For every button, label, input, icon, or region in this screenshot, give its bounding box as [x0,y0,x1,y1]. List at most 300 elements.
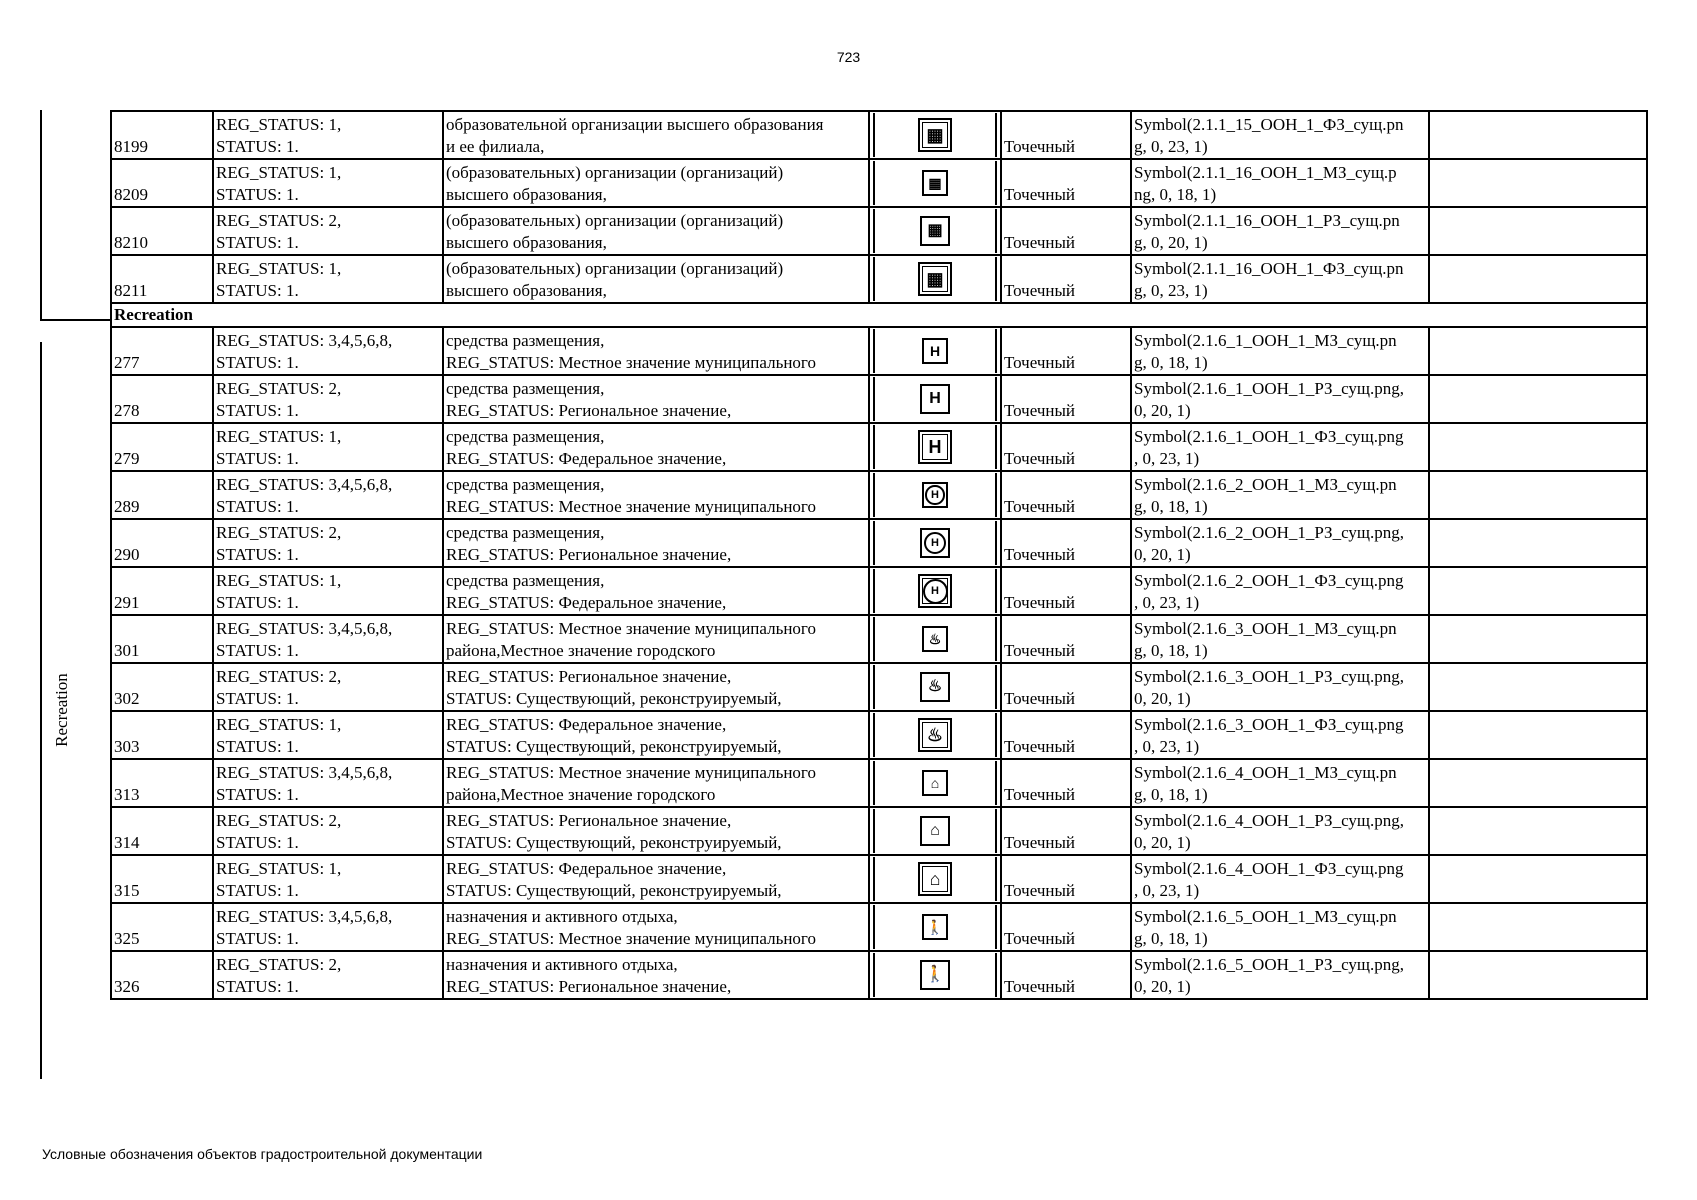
cell-code [1131,663,1429,711]
cell-sym [869,375,1001,423]
cell-text: 315 [114,881,140,900]
cell-text: , 0, 23, 1) [1134,737,1200,756]
cell-text: Точечный [1004,185,1076,204]
cell-type [1001,375,1131,423]
cell-text: REG_STATUS: Федеральное значение, [446,715,727,734]
cell-text: Точечный [1004,233,1076,252]
cell-text: 303 [114,737,140,756]
cell-text: STATUS: 1. [216,545,299,564]
campfire-icon: ♨ [920,672,950,702]
cell-text: g, 0, 20, 1) [1134,233,1208,252]
cell-type [1001,855,1131,903]
cell-desc [443,951,869,999]
symbol-frame [873,161,997,205]
cell-text: Symbol(2.1.1_16_ООН_1_РЗ_сущ.pn [1134,211,1400,230]
cell-desc [443,159,869,207]
cell-sym [869,111,1001,159]
table-body-top [111,111,1647,303]
hotel-h-icon: H [920,384,950,414]
symbol-frame [873,257,997,301]
cell-text: REG_STATUS: 2, [216,379,342,398]
cell-text: Symbol(2.1.6_4_ООН_1_ФЗ_сущ.png [1134,859,1404,878]
cell-sym [869,855,1001,903]
cell-desc [443,615,869,663]
group-bottom-border [40,319,112,321]
house-icon: ⌂ [920,816,950,846]
cell-empty [1429,159,1647,207]
table-row [111,111,1647,159]
cell-text: 0, 20, 1) [1134,401,1191,420]
cell-type [1001,111,1131,159]
cell-sym [869,159,1001,207]
cell-status [213,903,443,951]
cell-status [213,471,443,519]
cell-text: Symbol(2.1.6_1_ООН_1_МЗ_сущ.pn [1134,331,1397,350]
cell-desc [443,111,869,159]
table-row [111,903,1647,951]
cell-text: Symbol(2.1.6_4_ООН_1_МЗ_сущ.pn [1134,763,1397,782]
cell-text: STATUS: 1. [216,353,299,372]
cell-status [213,711,443,759]
cell-text: REG_STATUS: 1, [216,571,342,590]
cell-text: Symbol(2.1.6_3_ООН_1_ФЗ_сущ.png [1134,715,1404,734]
cell-status [213,159,443,207]
cell-text: 0, 20, 1) [1134,977,1191,996]
cell-text: g, 0, 18, 1) [1134,497,1208,516]
cell-text: Точечный [1004,593,1076,612]
cell-text: Точечный [1004,737,1076,756]
cell-text: Symbol(2.1.6_5_ООН_1_РЗ_сущ.png, [1134,955,1404,974]
cell-id [111,423,213,471]
cell-text: STATUS: 1. [216,785,299,804]
cell-sym [869,567,1001,615]
cell-empty [1429,375,1647,423]
cell-text: Symbol(2.1.6_3_ООН_1_МЗ_сущ.pn [1134,619,1397,638]
cell-text: STATUS: Существующий, реконструируемый, [446,881,782,900]
cell-status [213,615,443,663]
cell-text: Точечный [1004,281,1076,300]
cell-code [1131,111,1429,159]
cell-desc [443,711,869,759]
cell-type [1001,711,1131,759]
symbol-frame [873,209,997,253]
legend-table [110,110,1648,1000]
cell-text: REG_STATUS: Местное значение муниципального [446,619,816,638]
cell-status [213,663,443,711]
cell-text: Symbol(2.1.6_2_ООН_1_МЗ_сущ.pn [1134,475,1397,494]
cell-text: STATUS: 1. [216,977,299,996]
cell-text: STATUS: 1. [216,929,299,948]
cell-text: REG_STATUS: 2, [216,811,342,830]
cell-text: Точечный [1004,929,1076,948]
cell-text: Symbol(2.1.6_5_ООН_1_МЗ_сущ.pn [1134,907,1397,926]
cell-text: средства размещения, [446,571,605,590]
symbol-frame [873,953,997,997]
cell-text: средства размещения, [446,427,605,446]
cell-text: STATUS: Существующий, реконструируемый, [446,737,782,756]
cell-sym [869,423,1001,471]
section-title: Recreation [111,303,1647,327]
table-row [111,375,1647,423]
cell-id [111,711,213,759]
table-row [111,711,1647,759]
cell-empty [1429,759,1647,807]
cell-text: REG_STATUS: 1, [216,163,342,182]
page-number: 723 [836,49,861,65]
cell-desc [443,375,869,423]
cell-text: 8210 [114,233,148,252]
cell-type [1001,255,1131,303]
cell-text: STATUS: 1. [216,281,299,300]
cell-desc [443,855,869,903]
cell-text: района,Местное значение городского [446,785,716,804]
cell-text: Symbol(2.1.6_3_ООН_1_РЗ_сущ.png, [1134,667,1404,686]
cell-text: Точечный [1004,785,1076,804]
cell-empty [1429,903,1647,951]
cell-text: 313 [114,785,140,804]
cell-sym [869,327,1001,375]
cell-status [213,855,443,903]
bed-icon: ▦ [918,118,952,152]
cell-text: Точечный [1004,977,1076,996]
cell-empty [1429,519,1647,567]
cell-status [213,111,443,159]
cell-desc [443,207,869,255]
cell-id [111,759,213,807]
table-row [111,567,1647,615]
cell-type [1001,423,1131,471]
cell-text: 290 [114,545,140,564]
cell-desc [443,423,869,471]
cell-desc [443,903,869,951]
group-left-border-top [40,110,42,321]
cell-text: 279 [114,449,140,468]
cell-id [111,951,213,999]
cell-sym [869,903,1001,951]
cell-text: образовательной организации высшего образования [446,115,824,134]
cell-status [213,519,443,567]
cell-text: Symbol(2.1.1_15_ООН_1_ФЗ_сущ.pn [1134,115,1404,134]
cell-empty [1429,207,1647,255]
cell-sym [869,807,1001,855]
cell-code [1131,471,1429,519]
table-row [111,471,1647,519]
cell-code [1131,711,1429,759]
cell-sym [869,471,1001,519]
cell-id [111,111,213,159]
cell-id [111,327,213,375]
cell-id [111,567,213,615]
cell-type [1001,807,1131,855]
cell-text: REG_STATUS: Региональное значение, [446,811,732,830]
cell-text: REG_STATUS: Федеральное значение, [446,859,727,878]
cell-type [1001,519,1131,567]
cell-text: REG_STATUS: Местное значение муниципального [446,497,816,516]
symbol-frame [873,425,997,469]
cell-sym [869,255,1001,303]
cell-text: 314 [114,833,140,852]
cell-text: g, 0, 18, 1) [1134,641,1208,660]
cell-desc [443,255,869,303]
cell-code [1131,951,1429,999]
cell-text: STATUS: Существующий, реконструируемый, [446,833,782,852]
cell-id [111,519,213,567]
cell-text: ng, 0, 18, 1) [1134,185,1217,204]
cell-text: назначения и активного отдыха, [446,907,678,926]
hotel-circle-icon: H [918,574,952,608]
cell-text: района,Местное значение городского [446,641,716,660]
cell-text: REG_STATUS: 3,4,5,6,8, [216,763,393,782]
campfire-icon: ♨ [922,626,948,652]
cell-empty [1429,807,1647,855]
cell-text: 8199 [114,137,148,156]
cell-status [213,567,443,615]
cell-text: STATUS: 1. [216,833,299,852]
cell-text: 325 [114,929,140,948]
cell-text: REG_STATUS: Региональное значение, [446,401,732,420]
cell-empty [1429,855,1647,903]
cell-type [1001,951,1131,999]
cell-status [213,807,443,855]
cell-text: 8211 [114,281,148,300]
cell-text: STATUS: 1. [216,137,299,156]
cell-text: 0, 20, 1) [1134,689,1191,708]
cell-type [1001,327,1131,375]
symbol-frame [873,713,997,757]
cell-text: REG_STATUS: Местное значение муниципального [446,763,816,782]
cell-text: REG_STATUS: 3,4,5,6,8, [216,475,393,494]
cell-empty [1429,951,1647,999]
cell-status [213,375,443,423]
cell-text: , 0, 23, 1) [1134,449,1200,468]
section-row [111,303,1647,327]
cell-text: REG_STATUS: Федеральное значение, [446,593,727,612]
house-icon: ⌂ [922,770,948,796]
symbol-frame [873,521,997,565]
cell-text: Symbol(2.1.1_16_ООН_1_МЗ_сущ.p [1134,163,1397,182]
symbol-frame [873,473,997,517]
cell-text: 302 [114,689,140,708]
hiker-icon: 🚶 [922,914,948,940]
cell-text: Точечный [1004,137,1076,156]
cell-status [213,423,443,471]
cell-text: REG_STATUS: 2, [216,523,342,542]
cell-status [213,207,443,255]
symbol-frame [873,809,997,853]
cell-text: REG_STATUS: Региональное значение, [446,545,732,564]
cell-text: REG_STATUS: 3,4,5,6,8, [216,907,393,926]
cell-code [1131,903,1429,951]
symbol-frame [873,377,997,421]
cell-empty [1429,567,1647,615]
table-row [111,255,1647,303]
university-icon: ▦ [920,216,950,246]
cell-empty [1429,471,1647,519]
cell-id [111,615,213,663]
cell-text: средства размещения, [446,331,605,350]
cell-id [111,159,213,207]
cell-text: Точечный [1004,497,1076,516]
cell-text: (образовательных) организации (организаций) [446,259,784,278]
cell-empty [1429,615,1647,663]
cell-text: g, 0, 18, 1) [1134,353,1208,372]
table-row [111,759,1647,807]
cell-desc [443,759,869,807]
hotel-h-icon: H [918,430,952,464]
cell-desc [443,327,869,375]
cell-desc [443,807,869,855]
cell-type [1001,207,1131,255]
cell-text: , 0, 23, 1) [1134,881,1200,900]
group-left-border-recreation [40,342,42,1079]
cell-text: REG_STATUS: 3,4,5,6,8, [216,331,393,350]
cell-sym [869,615,1001,663]
cell-status [213,759,443,807]
cell-id [111,375,213,423]
cell-text: Symbol(2.1.6_2_ООН_1_ФЗ_сущ.png [1134,571,1404,590]
table-body-section [111,303,1647,327]
cell-code [1131,255,1429,303]
cell-empty [1429,327,1647,375]
cell-text: STATUS: 1. [216,233,299,252]
cell-sym [869,759,1001,807]
cell-id [111,471,213,519]
cell-text: REG_STATUS: 1, [216,859,342,878]
cell-empty [1429,423,1647,471]
cell-status [213,327,443,375]
symbol-frame [873,113,997,157]
cell-text: STATUS: 1. [216,737,299,756]
cell-id [111,807,213,855]
cell-text: 291 [114,593,140,612]
cell-text: , 0, 23, 1) [1134,593,1200,612]
cell-text: Symbol(2.1.1_16_ООН_1_ФЗ_сущ.pn [1134,259,1404,278]
cell-text: 278 [114,401,140,420]
cell-sym [869,951,1001,999]
cell-text: 0, 20, 1) [1134,833,1191,852]
cell-text: REG_STATUS: Местное значение муниципального [446,929,816,948]
cell-sym [869,519,1001,567]
cell-text: STATUS: 1. [216,641,299,660]
cell-text: Точечный [1004,449,1076,468]
cell-text: REG_STATUS: Федеральное значение, [446,449,727,468]
cell-text: 8209 [114,185,148,204]
cell-text: средства размещения, [446,475,605,494]
cell-empty [1429,663,1647,711]
cell-desc [443,471,869,519]
cell-status [213,951,443,999]
symbol-frame [873,329,997,373]
cell-type [1001,567,1131,615]
cell-sym [869,207,1001,255]
table-row [111,327,1647,375]
cell-text: STATUS: 1. [216,497,299,516]
cell-text: STATUS: 1. [216,185,299,204]
cell-type [1001,903,1131,951]
cell-code [1131,423,1429,471]
cell-text: 277 [114,353,140,372]
cell-text: высшего образования, [446,185,607,204]
cell-code [1131,159,1429,207]
house-icon: ⌂ [918,862,952,896]
cell-text: STATUS: 1. [216,449,299,468]
cell-id [111,255,213,303]
cell-text: STATUS: Существующий, реконструируемый, [446,689,782,708]
cell-text: g, 0, 23, 1) [1134,281,1208,300]
cell-desc [443,519,869,567]
cell-code [1131,615,1429,663]
cell-text: назначения и активного отдыха, [446,955,678,974]
cell-type [1001,615,1131,663]
cell-text: Точечный [1004,641,1076,660]
cell-text: Точечный [1004,401,1076,420]
cell-empty [1429,711,1647,759]
cell-text: REG_STATUS: 1, [216,259,342,278]
cell-text: и ее филиала, [446,137,545,156]
cell-id [111,855,213,903]
cell-text: STATUS: 1. [216,689,299,708]
cell-code [1131,519,1429,567]
cell-text: g, 0, 18, 1) [1134,929,1208,948]
side-group-label: Recreation [52,673,71,747]
cell-code [1131,567,1429,615]
cell-text: REG_STATUS: 1, [216,115,342,134]
cell-sym [869,711,1001,759]
cell-type [1001,471,1131,519]
cell-status [213,255,443,303]
cell-type [1001,759,1131,807]
cell-text: STATUS: 1. [216,593,299,612]
cell-text: Symbol(2.1.6_1_ООН_1_ФЗ_сущ.png [1134,427,1404,446]
cell-type [1001,159,1131,207]
table-row [111,663,1647,711]
cell-text: Точечный [1004,881,1076,900]
cell-text: средства размещения, [446,523,605,542]
cell-code [1131,759,1429,807]
university-icon: ▦ [918,262,952,296]
cell-code [1131,375,1429,423]
cell-text: STATUS: 1. [216,881,299,900]
symbol-frame [873,857,997,901]
cell-text: g, 0, 23, 1) [1134,137,1208,156]
cell-text: средства размещения, [446,379,605,398]
cell-text: Точечный [1004,545,1076,564]
cell-text: высшего образования, [446,233,607,252]
cell-empty [1429,111,1647,159]
table-row [111,855,1647,903]
cell-text: 289 [114,497,140,516]
cell-text: REG_STATUS: 3,4,5,6,8, [216,619,393,638]
table-row [111,615,1647,663]
university-icon: ▦ [922,170,948,196]
cell-text: REG_STATUS: Региональное значение, [446,667,732,686]
symbol-frame [873,617,997,661]
hotel-h-icon: H [922,338,948,364]
table-row [111,807,1647,855]
symbol-frame [873,905,997,949]
cell-text: REG_STATUS: 1, [216,715,342,734]
cell-text: Точечный [1004,353,1076,372]
cell-text: 301 [114,641,140,660]
cell-desc [443,567,869,615]
cell-text: g, 0, 18, 1) [1134,785,1208,804]
cell-text: REG_STATUS: 2, [216,211,342,230]
cell-text: REG_STATUS: Местное значение муниципального [446,353,816,372]
table-row [111,519,1647,567]
hotel-circle-icon: H [922,482,948,508]
cell-text: REG_STATUS: 2, [216,955,342,974]
cell-text: Точечный [1004,689,1076,708]
